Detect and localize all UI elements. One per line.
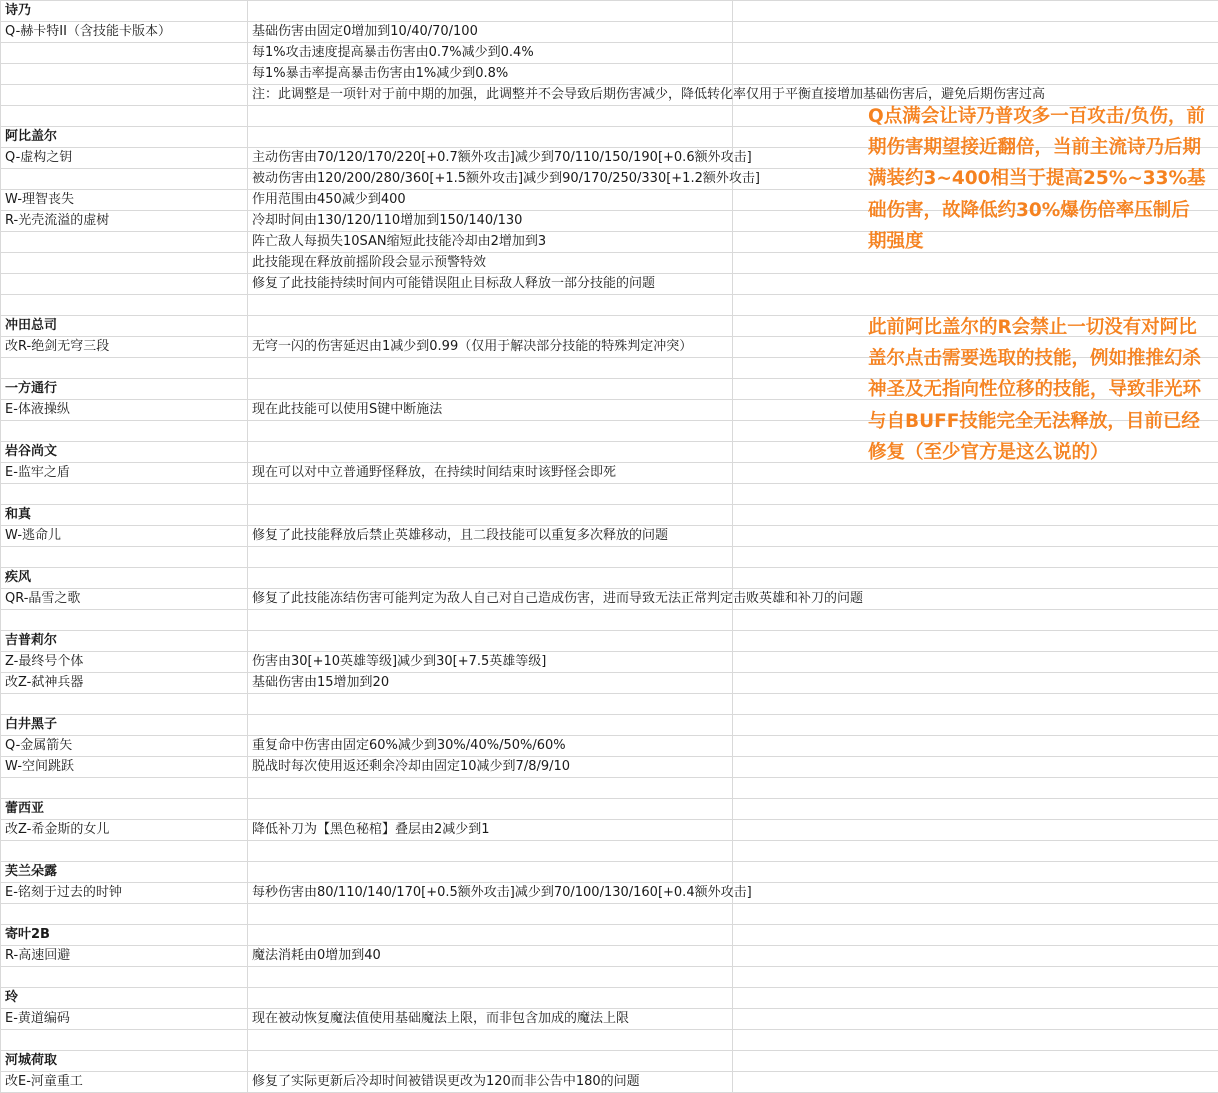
skill-name-cell[interactable]: [1, 295, 248, 316]
change-description-cell[interactable]: [248, 715, 733, 736]
hero-name-cell[interactable]: 诗乃: [1, 1, 248, 22]
hero-header-row: [1, 862, 1218, 883]
change-description-cell[interactable]: 主动伤害由70/120/170/220[+0.7额外攻击]减少到70/110/150/190[+0.6额外攻击]: [248, 148, 733, 169]
empty-cell[interactable]: [733, 652, 1218, 673]
skill-name-cell[interactable]: [1, 547, 248, 568]
empty-cell[interactable]: [733, 904, 1218, 925]
skill-name-cell[interactable]: [1, 85, 248, 106]
change-description-cell[interactable]: [248, 778, 733, 799]
change-description-cell[interactable]: [248, 505, 733, 526]
skill-name-cell[interactable]: E-体液操纵: [1, 400, 248, 421]
change-description-cell[interactable]: 修复了此技能冻结伤害可能判定为敌人自己对自己造成伤害，进而导致无法正常判定击败英雄和补刀的问题: [248, 589, 733, 610]
skill-name-cell[interactable]: W-逃命儿: [1, 526, 248, 547]
hero-name-cell[interactable]: 吉普莉尔: [1, 631, 248, 652]
change-description-cell[interactable]: 每1%暴击率提高暴击伤害由1%减少到0.8%: [248, 64, 733, 85]
skill-name-cell[interactable]: [1, 778, 248, 799]
empty-cell[interactable]: [733, 862, 1218, 883]
hero-header-row: [1, 505, 1218, 526]
empty-cell[interactable]: [733, 64, 1218, 85]
empty-cell[interactable]: [733, 694, 1218, 715]
empty-cell[interactable]: [733, 883, 1218, 904]
change-description-cell[interactable]: 降低补刀为【黑色秘棺】叠层由2减少到1: [248, 820, 733, 841]
hero-name-cell[interactable]: 阿比盖尔: [1, 127, 248, 148]
table-row: [1, 841, 1218, 862]
empty-cell[interactable]: [733, 820, 1218, 841]
table-row: [1, 610, 1218, 631]
hero-header-row: [1, 1, 1218, 22]
change-description-cell[interactable]: 魔法消耗由0增加到40: [248, 946, 733, 967]
change-description-cell[interactable]: [248, 904, 733, 925]
hero-name-cell[interactable]: 一方通行: [1, 379, 248, 400]
change-description-cell[interactable]: 无穹一闪的伤害延迟由1减少到0.99（仅用于解决部分技能的特殊判定冲突）: [248, 337, 733, 358]
hero-header-row: [1, 568, 1218, 589]
change-description-cell[interactable]: [248, 379, 733, 400]
hero-name-cell[interactable]: 河城荷取: [1, 1051, 248, 1072]
change-description-cell[interactable]: 修复了此技能释放后禁止英雄移动，且二段技能可以重复多次释放的问题: [248, 526, 733, 547]
empty-cell[interactable]: [733, 715, 1218, 736]
hero-header-row: [1, 799, 1218, 820]
change-description-cell[interactable]: [248, 967, 733, 988]
table-row: [1, 526, 1218, 547]
table-row: [1, 64, 1218, 85]
skill-name-cell[interactable]: [1, 694, 248, 715]
table-row: [1, 904, 1218, 925]
skill-name-cell[interactable]: [1, 64, 248, 85]
empty-cell[interactable]: [733, 736, 1218, 757]
annotation-note-shino: Q点满会让诗乃普攻多一百攻击/负伤，前期伤害期望接近翻倍，当前主流诗乃后期满装约3~400相当于提高25%~33%基础伤害，故降低约30%爆伤倍率压制后期强度: [868, 106, 1206, 252]
table-row: [1, 1072, 1218, 1093]
table-row: [1, 694, 1218, 715]
empty-cell[interactable]: [733, 1051, 1218, 1072]
empty-cell[interactable]: [733, 505, 1218, 526]
change-description-cell[interactable]: [248, 694, 733, 715]
hero-name-cell[interactable]: 和真: [1, 505, 248, 526]
change-description-cell[interactable]: [248, 547, 733, 568]
empty-cell[interactable]: [733, 484, 1218, 505]
change-description-cell[interactable]: 基础伤害由15增加到20: [248, 673, 733, 694]
change-description-cell[interactable]: 作用范围由450减少到400: [248, 190, 733, 211]
change-description-cell[interactable]: [248, 358, 733, 379]
change-description-cell[interactable]: [248, 1, 733, 22]
hero-name-cell[interactable]: 疾风: [1, 568, 248, 589]
table-row: [1, 274, 1218, 295]
hero-name-cell[interactable]: 芙兰朵露: [1, 862, 248, 883]
empty-cell[interactable]: [733, 631, 1218, 652]
table-row: [1, 1030, 1218, 1051]
table-row: [1, 967, 1218, 988]
empty-cell[interactable]: [733, 1, 1218, 22]
empty-cell[interactable]: [733, 946, 1218, 967]
skill-name-cell[interactable]: [1, 421, 248, 442]
skill-name-cell[interactable]: Q-虚构之钥: [1, 148, 248, 169]
empty-cell[interactable]: [733, 799, 1218, 820]
change-description-cell[interactable]: 现在被动恢复魔法值使用基础魔法上限，而非包含加成的魔法上限: [248, 1009, 733, 1030]
hero-name-cell[interactable]: 冲田总司: [1, 316, 248, 337]
change-description-cell[interactable]: [248, 421, 733, 442]
empty-cell[interactable]: [733, 274, 1218, 295]
change-description-cell[interactable]: 修复了实际更新后冷却时间被错误更改为120而非公告中180的问题: [248, 1072, 733, 1093]
skill-name-cell[interactable]: [1, 1030, 248, 1051]
skill-name-cell[interactable]: 改R-绝剑无穹三段: [1, 337, 248, 358]
hero-header-row: [1, 1051, 1218, 1072]
empty-cell[interactable]: [733, 757, 1218, 778]
hero-name-cell[interactable]: 寄叶2B: [1, 925, 248, 946]
change-description-cell[interactable]: 每1%攻击速度提高暴击伤害由0.7%减少到0.4%: [248, 43, 733, 64]
table-row: [1, 22, 1218, 43]
change-description-cell[interactable]: 被动伤害由120/200/280/360[+1.5额外攻击]减少到90/170/250/330[+1.2额外攻击]: [248, 169, 733, 190]
empty-cell[interactable]: [733, 22, 1218, 43]
change-description-cell[interactable]: 修复了此技能持续时间内可能错误阻止目标敌人释放一部分技能的问题: [248, 274, 733, 295]
change-description-cell[interactable]: 伤害由30[+10英雄等级]减少到30[+7.5英雄等级]: [248, 652, 733, 673]
empty-cell[interactable]: [733, 778, 1218, 799]
skill-name-cell[interactable]: 改E-河童重工: [1, 1072, 248, 1093]
change-description-cell[interactable]: [248, 1051, 733, 1072]
skill-name-cell[interactable]: QR-晶雪之歌: [1, 589, 248, 610]
skill-name-cell[interactable]: W-空间跳跃: [1, 757, 248, 778]
table-row: [1, 736, 1218, 757]
empty-cell[interactable]: [733, 988, 1218, 1009]
empty-cell[interactable]: [733, 610, 1218, 631]
empty-cell[interactable]: [733, 568, 1218, 589]
change-description-cell[interactable]: 重复命中伤害由固定60%减少到30%/40%/50%/60%: [248, 736, 733, 757]
empty-cell[interactable]: [733, 43, 1218, 64]
change-description-cell[interactable]: 现在此技能可以使用S键中断施法: [248, 400, 733, 421]
hero-name-cell[interactable]: 蕾西亚: [1, 799, 248, 820]
change-description-cell[interactable]: 每秒伤害由80/110/140/170[+0.5额外攻击]减少到70/100/130/160[+0.4额外攻击]: [248, 883, 733, 904]
skill-name-cell[interactable]: E-监牢之盾: [1, 463, 248, 484]
skill-name-cell[interactable]: R-光壳流溢的虚树: [1, 211, 248, 232]
change-description-cell[interactable]: [248, 442, 733, 463]
hero-name-cell[interactable]: 岩谷尚文: [1, 442, 248, 463]
skill-name-cell[interactable]: [1, 484, 248, 505]
empty-cell[interactable]: [733, 526, 1218, 547]
table-row: [1, 652, 1218, 673]
change-description-cell[interactable]: [248, 484, 733, 505]
hero-name-cell[interactable]: 白井黑子: [1, 715, 248, 736]
table-row: [1, 1009, 1218, 1030]
change-description-cell[interactable]: [248, 799, 733, 820]
skill-name-cell[interactable]: [1, 841, 248, 862]
empty-cell[interactable]: [733, 673, 1218, 694]
change-description-cell[interactable]: [248, 106, 733, 127]
change-description-cell[interactable]: [248, 862, 733, 883]
hero-name-cell[interactable]: 玲: [1, 988, 248, 1009]
change-description-cell[interactable]: [248, 631, 733, 652]
empty-cell[interactable]: [733, 925, 1218, 946]
table-row: [1, 43, 1218, 64]
empty-cell[interactable]: [733, 1009, 1218, 1030]
table-row: [1, 946, 1218, 967]
change-description-cell[interactable]: 冷却时间由130/120/110增加到150/140/130: [248, 211, 733, 232]
skill-name-cell[interactable]: [1, 967, 248, 988]
skill-name-cell[interactable]: [1, 43, 248, 64]
hero-header-row: [1, 715, 1218, 736]
skill-name-cell[interactable]: Q-金属箭矢: [1, 736, 248, 757]
skill-name-cell[interactable]: W-理智丧失: [1, 190, 248, 211]
change-description-cell[interactable]: 脱战时每次使用返还剩余冷却由固定10减少到7/8/9/10: [248, 757, 733, 778]
skill-name-cell[interactable]: E-铭刻于过去的时钟: [1, 883, 248, 904]
change-description-cell[interactable]: [248, 295, 733, 316]
change-description-cell[interactable]: [248, 841, 733, 862]
skill-name-cell[interactable]: [1, 169, 248, 190]
empty-cell[interactable]: [733, 967, 1218, 988]
skill-name-cell[interactable]: R-高速回避: [1, 946, 248, 967]
skill-name-cell[interactable]: [1, 904, 248, 925]
skill-name-cell[interactable]: E-黄道编码: [1, 1009, 248, 1030]
empty-cell[interactable]: [733, 1072, 1218, 1093]
change-description-cell[interactable]: [248, 127, 733, 148]
table-row: [1, 484, 1218, 505]
annotation-note-abigail: 此前阿比盖尔的R会禁止一切没有对阿比盖尔点击需要选取的技能，例如推推幻杀神圣及无指向性位移的技能，导致非光环与自BUFF技能完全无法释放，目前已经修复（至少官方是这么说的）: [868, 317, 1202, 463]
skill-name-cell[interactable]: [1, 610, 248, 631]
table-row: [1, 589, 1218, 610]
skill-name-cell[interactable]: 改Z-希金斯的女儿: [1, 820, 248, 841]
change-description-cell[interactable]: 此技能现在释放前摇阶段会显示预警特效: [248, 253, 733, 274]
hero-header-row: [1, 988, 1218, 1009]
skill-name-cell[interactable]: [1, 232, 248, 253]
change-description-cell[interactable]: 基础伤害由固定0增加到10/40/70/100: [248, 22, 733, 43]
table-row: [1, 778, 1218, 799]
skill-name-cell[interactable]: 改Z-弑神兵器: [1, 673, 248, 694]
change-description-cell[interactable]: [248, 568, 733, 589]
empty-cell[interactable]: [733, 1030, 1218, 1051]
change-description-cell[interactable]: 现在可以对中立普通野怪释放，在持续时间结束时该野怪会即死: [248, 463, 733, 484]
change-description-cell[interactable]: 阵亡敌人每损失10SAN缩短此技能冷却由2增加到3: [248, 232, 733, 253]
change-description-cell[interactable]: [248, 1030, 733, 1051]
empty-cell[interactable]: [733, 841, 1218, 862]
empty-cell[interactable]: [733, 547, 1218, 568]
change-description-cell[interactable]: [248, 610, 733, 631]
skill-name-cell[interactable]: Z-最终号个体: [1, 652, 248, 673]
change-description-cell[interactable]: 注：此调整是一项针对于前中期的加强，此调整并不会导致后期伤害减少，降低转化率仅用于平衡直接增加基础伤害后，避免后期伤害过高: [248, 85, 733, 106]
skill-name-cell[interactable]: [1, 274, 248, 295]
hero-header-row: [1, 925, 1218, 946]
table-row: [1, 673, 1218, 694]
table-row: [1, 883, 1218, 904]
hero-header-row: [1, 631, 1218, 652]
change-description-cell[interactable]: [248, 988, 733, 1009]
skill-name-cell[interactable]: [1, 253, 248, 274]
skill-name-cell[interactable]: [1, 106, 248, 127]
skill-name-cell[interactable]: [1, 358, 248, 379]
change-description-cell[interactable]: [248, 925, 733, 946]
table-row: [1, 757, 1218, 778]
table-row: [1, 820, 1218, 841]
skill-name-cell[interactable]: Q-赫卡特II（含技能卡版本）: [1, 22, 248, 43]
table-row: [1, 547, 1218, 568]
change-description-cell[interactable]: [248, 316, 733, 337]
